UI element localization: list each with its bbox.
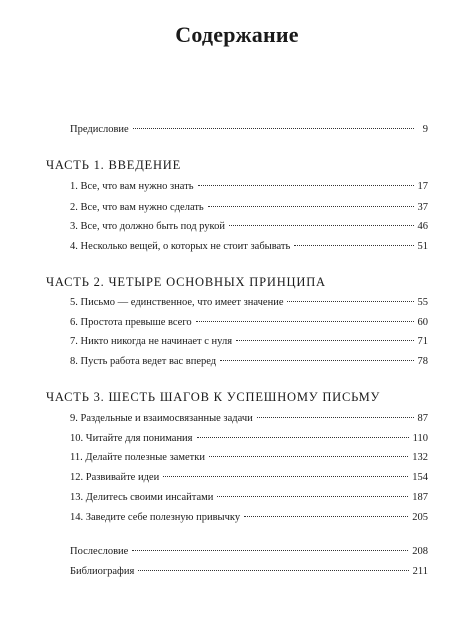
toc-entry[interactable] [70, 296, 428, 310]
entry-page: 110 [412, 433, 428, 444]
entry-page: 205 [412, 512, 428, 523]
toc-entry[interactable] [70, 412, 428, 426]
toc-entry[interactable] [70, 471, 428, 485]
toc-entry[interactable] [70, 432, 428, 446]
entry-page: 87 [417, 413, 428, 424]
entry-page: 51 [417, 241, 428, 252]
entry-label: Библиография [70, 566, 135, 577]
entry-label: 10. Читайте для понимания [70, 433, 193, 444]
dot-leader [163, 476, 408, 477]
entry-page: 55 [417, 297, 428, 308]
toc-entry[interactable] [70, 511, 428, 525]
entry-page: 187 [412, 492, 428, 503]
part-1-heading: ЧАСТЬ 1. ВВЕДЕНИЕ [46, 158, 182, 172]
dot-leader [133, 128, 414, 129]
toc-entry-bibliography[interactable] [70, 565, 428, 579]
toc-entry-afterword[interactable] [70, 545, 428, 559]
toc-entry-preface[interactable] [70, 123, 428, 137]
entry-label: 12. Развивайте идеи [70, 472, 160, 483]
entry-label: 6. Простота превыше всего [70, 317, 192, 328]
dot-leader [287, 301, 413, 302]
entry-label: Предисловие [70, 124, 129, 135]
dot-leader [236, 340, 413, 341]
dot-leader [196, 321, 414, 322]
entry-page: 37 [417, 202, 428, 213]
entry-page: 60 [417, 317, 428, 328]
part-2-heading: ЧАСТЬ 2. ЧЕТЫРЕ ОСНОВНЫХ ПРИНЦИПА [46, 275, 326, 289]
dot-leader [257, 417, 414, 418]
entry-page: 17 [417, 181, 428, 192]
entry-page: 71 [417, 336, 428, 347]
dot-leader [198, 185, 414, 186]
toc-entry[interactable] [70, 201, 428, 215]
page-title: Содержание [175, 22, 299, 47]
dot-leader [132, 550, 408, 551]
toc-entry[interactable] [70, 335, 428, 349]
dot-leader [229, 225, 414, 226]
toc-entry[interactable] [70, 451, 428, 465]
entry-label: 5. Письмо — единственное, что имеет значение [70, 297, 284, 308]
entry-page: 46 [417, 221, 428, 232]
dot-leader [138, 570, 408, 571]
entry-page: 132 [412, 452, 428, 463]
entry-page: 211 [412, 566, 428, 577]
dot-leader [208, 206, 414, 207]
toc-entry[interactable] [70, 220, 428, 234]
entry-page: 9 [422, 124, 428, 135]
entry-label: 7. Никто никогда не начинает с нуля [70, 336, 233, 347]
entry-label: 1. Все, что вам нужно знать [70, 181, 194, 192]
dot-leader [294, 245, 413, 246]
entry-page: 208 [412, 546, 428, 557]
entry-label: 9. Раздельные и взаимосвязанные задачи [70, 413, 253, 424]
toc-entry[interactable] [70, 355, 428, 369]
entry-label: 14. Заведите себе полезную привычку [70, 512, 241, 523]
dot-leader [244, 516, 408, 517]
dot-leader [217, 496, 408, 497]
entry-label: 2. Все, что вам нужно сделать [70, 202, 204, 213]
entry-label: 8. Пусть работа ведет вас вперед [70, 356, 217, 367]
toc-entry[interactable] [70, 240, 428, 254]
entry-page: 78 [417, 356, 428, 367]
toc-entry[interactable] [70, 491, 428, 505]
entry-label: 11. Делайте полезные заметки [70, 452, 205, 463]
toc-entry[interactable] [70, 316, 428, 330]
entry-label: 13. Делитесь своими инсайтами [70, 492, 214, 503]
toc-entry[interactable] [70, 180, 428, 194]
entry-label: 4. Несколько вещей, о которых не стоит забывать [70, 241, 291, 252]
part-3-heading: ЧАСТЬ 3. ШЕСТЬ ШАГОВ К УСПЕШНОМУ ПИСЬМУ [46, 390, 381, 404]
dot-leader [220, 360, 413, 361]
dot-leader [197, 437, 409, 438]
entry-label: Послесловие [70, 546, 129, 557]
entry-label: 3. Все, что должно быть под рукой [70, 221, 225, 232]
dot-leader [209, 456, 408, 457]
entry-page: 154 [412, 472, 428, 483]
